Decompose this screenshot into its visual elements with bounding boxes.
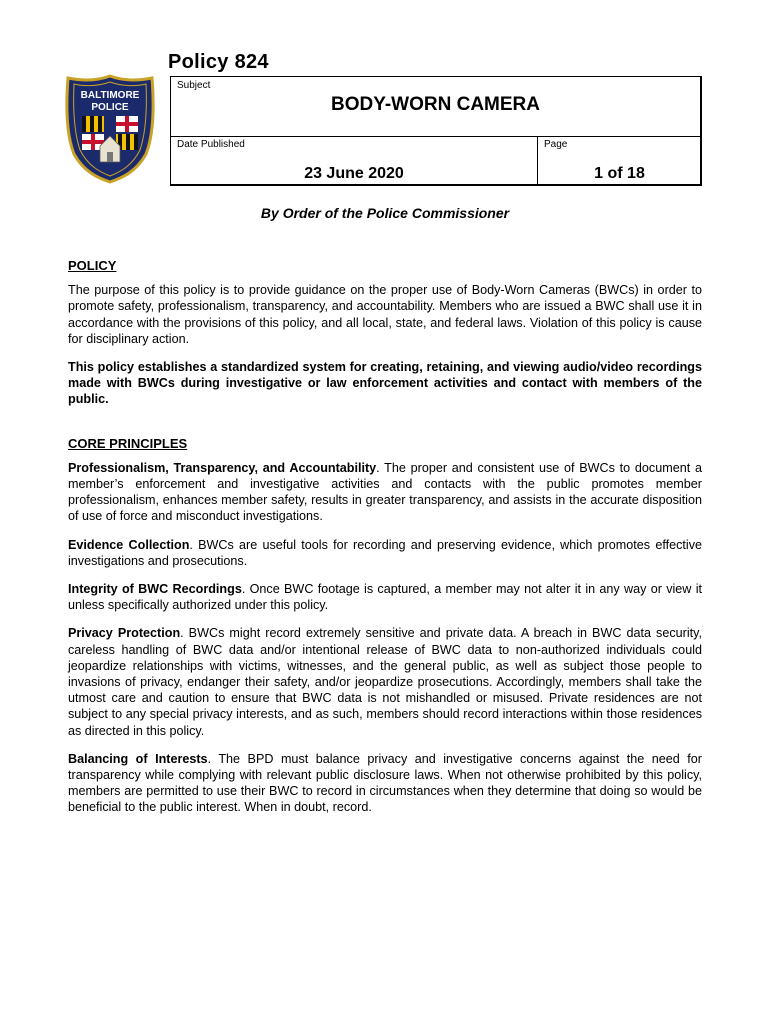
principle-term: Professionalism, Transparency, and Accountability — [68, 460, 377, 475]
principle-integrity — [68, 581, 702, 613]
date-published-value: 23 June 2020 — [304, 165, 404, 182]
subject-row — [171, 77, 700, 137]
principle-privacy-protection — [68, 625, 702, 738]
principle-term: Evidence Collection — [68, 537, 190, 552]
date-published-label: Date Published — [177, 139, 245, 150]
principle-term: Balancing of Interests — [68, 751, 208, 766]
date-published-cell — [171, 137, 538, 185]
principle-professionalism — [68, 460, 702, 525]
badge-text-police: POLICE — [91, 102, 129, 113]
policy-standard-paragraph: This policy establishes a standardized system for creating, retaining, and viewing audio/video recordings made with BWCs during investigative or law enforcement activities and contact with members of the public. — [68, 360, 702, 407]
document-body — [68, 258, 702, 828]
principle-text: . BWCs might record extremely sensitive and private data. A breach in BWC data security, careless handling of BWC data and/or intentional release of BWC data to non-authorized individuals could jeopardize relationships with victims, witnesses, and the general public, as well as subject those people to invasions of privacy, endanger their safety, and/or jeopardize prosecutions. Accordingly, members shall take the utmost care and caution to ensure that BWC data is not mishandled or misused. Private residences are not subject to any special privacy interests, and as such, members should record interactions within those residences as directed in this policy. — [68, 626, 702, 738]
baltimore-police-badge-logo — [64, 74, 156, 184]
policy-paragraph: The purpose of this policy is to provide guidance on the proper use of Body-Worn Cameras (BWCs) in order to promote safety, professionalism, transparency, and accountability. Members who are issued a BWC shall use it in accordance with the provisions of this policy, and all local, state, and federal laws. Violation of this policy is cause for disciplinary action. — [68, 283, 702, 346]
policy-number-title: Policy 824 — [168, 51, 269, 73]
principle-text: . Once BWC footage is captured, a member may not alter it in any way or view it unless specifically authorized under this policy. — [68, 582, 703, 613]
principle-term: Integrity of BWC Recordings — [68, 582, 242, 597]
principle-evidence-collection — [68, 537, 702, 569]
principle-term: Privacy Protection — [68, 626, 181, 641]
principle-text: . The BPD must balance privacy and investigative concerns against the need for transparency while complying with relevant public disclosure laws. When not otherwise prohibited by this policy, members are permitted to use their BWC to record in circumstances when they determine that doing so would be beneficial to the public interest. When in doubt, record. — [68, 751, 702, 815]
policy-heading: POLICY — [68, 258, 117, 273]
page-cell — [538, 137, 701, 185]
page-value: 1 of 18 — [594, 165, 645, 182]
principle-text: . BWCs are useful tools for recording and preserving evidence, which promotes effective investigations and prosecutions. — [68, 537, 702, 568]
order-line: By Order of the Police Commissioner — [260, 205, 510, 221]
page-label: Page — [544, 139, 568, 150]
principle-balancing-interests — [68, 751, 702, 816]
core-principles-heading: CORE PRINCIPLES — [68, 435, 188, 451]
policy-header-table — [170, 76, 702, 186]
principle-text: . The proper and consistent use of BWCs to document a member’s enforcement and investigative activities and contacts with the public promotes member professionalism, enhances member safety, results in greater transparency, and assists in the accurate disposition of use of force and misconduct investigations. — [68, 460, 702, 524]
subject-value: BODY-WORN CAMERA — [331, 94, 540, 115]
subject-label: Subject — [177, 80, 211, 91]
badge-text-baltimore: BALTIMORE — [80, 90, 140, 101]
